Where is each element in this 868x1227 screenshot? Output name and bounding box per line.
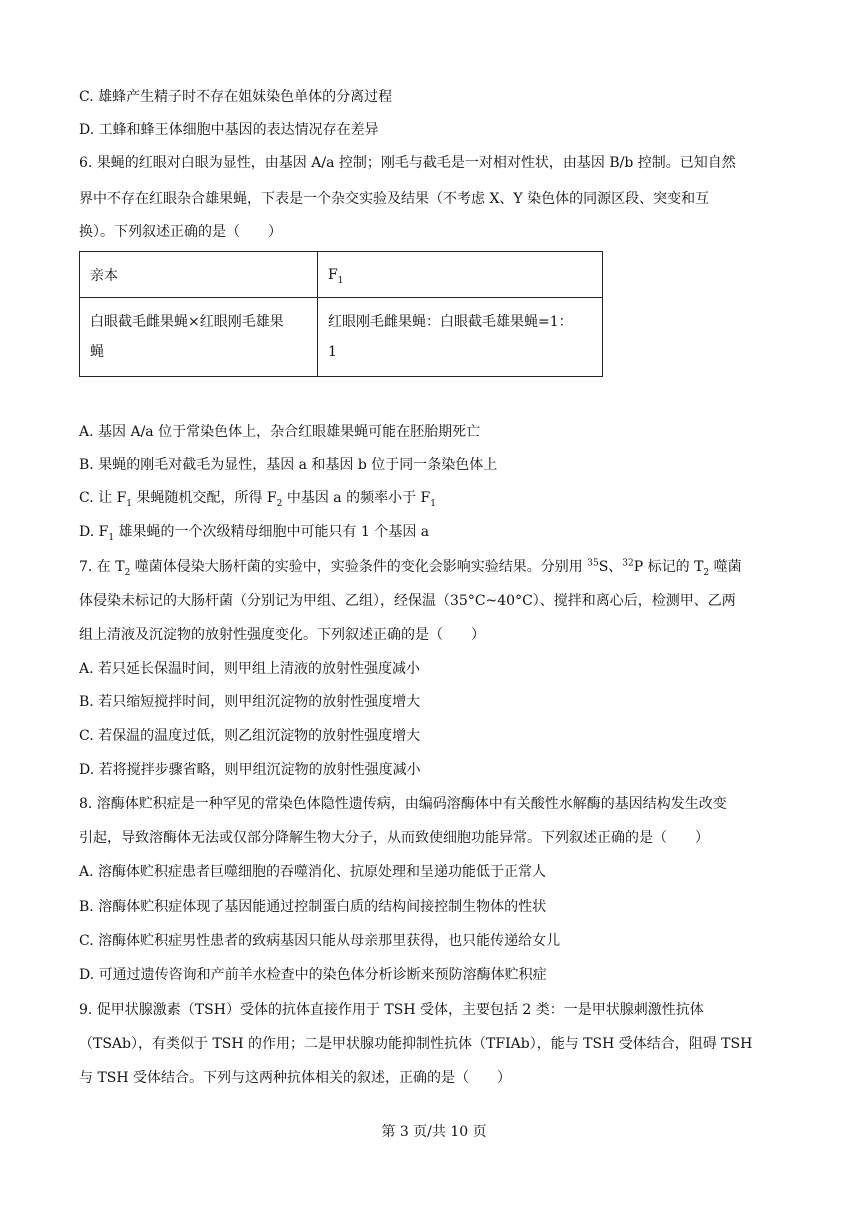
q7-option-c: C. 若保温的温度过低，则乙组沉淀物的放射性强度增大	[79, 728, 421, 744]
q6-option-d: D. $F_1$ 雄果蝇的一个次级精母细胞中可能只有 1 个基因 a	[79, 524, 430, 543]
q9-stem-line2: （TSAb），有类似于 TSH 的作用；二是甲状腺功能抑制性抗体（TFIAb），能与 TSH 受体结合，阻碍 TSH	[79, 1036, 753, 1052]
q6-stem-line2: 界中不存在红眼杂合雄果蝇，下表是一个杂交实验及结果（不考虑 X、Y 染色体的同源区段、突变和互	[79, 191, 710, 207]
q8-option-a: A. 溶酶体贮积症患者巨噬细胞的吞噬消化、抗原处理和呈递功能低于正常人	[79, 864, 547, 880]
table-cell-f1: 红眼刚毛雌果蝇：白眼截毛雄果蝇=1： 1	[318, 298, 603, 377]
q8-stem-line2: 引起，导致溶酶体无法或仅部分降解生物大分子，从而致使细胞功能异常。下列叙述正确的是（ ）	[79, 830, 709, 846]
q9-stem-line1: 9. 促甲状腺激素（TSH）受体的抗体直接作用于 TSH 受体，主要包括 2 类：一是甲状腺刺激性抗体	[79, 1002, 704, 1018]
option-d-prev: D. 工蜂和蜂王体细胞中基因的表达情况存在差异	[79, 122, 379, 138]
q8-option-d: D. 可通过遗传咨询和产前羊水检查中的染色体分析诊断来预防溶酶体贮积症	[79, 967, 547, 983]
q7-stem-line2: 体侵染未标记的大肠杆菌（分别记为甲组、乙组），经保温（35°C~40°C）、搅拌和离心后，检测甲、乙两	[79, 593, 736, 609]
table-cell-parents: 白眼截毛雌果蝇×红眼刚毛雄果 蝇	[80, 298, 318, 377]
q8-option-c: C. 溶酶体贮积症男性患者的致病基因只能从母亲那里获得，也只能传递给女儿	[79, 933, 561, 949]
page-footer: 第 3 页/共 10 页	[381, 1124, 487, 1140]
q7-stem-line1: 7. 在 $T_2$ 噬菌体侵染大肠杆菌的实验中，实验条件的变化会影响实验结果。分别用 $^{35}$S、$^{32}$P 标记的 $T_2$ 噬菌	[79, 558, 742, 578]
q8-option-b: B. 溶酶体贮积症体现了基因能通过控制蛋白质的结构间接控制生物体的性状	[79, 899, 547, 915]
q7-option-a: A. 若只延长保温时间，则甲组上清液的放射性强度减小	[79, 661, 421, 677]
option-c-prev: C. 雄蜂产生精子时不存在姐妹染色单体的分离过程	[79, 89, 393, 105]
q7-option-d: D. 若将搅拌步骤省略，则甲组沉淀物的放射性强度减小	[79, 762, 421, 778]
table-header-parents: 亲本	[80, 252, 318, 298]
q8-stem-line1: 8. 溶酶体贮积症是一种罕见的常染色体隐性遗传病，由编码溶酶体中有关酸性水解酶的基因结构发生改变	[79, 796, 727, 812]
q7-stem-line3: 组上清液及沉淀物的放射性强度变化。下列叙述正确的是（ ）	[79, 627, 485, 643]
q6-option-a: A. 基因 A/a 位于常染色体上，杂合红眼雄果蝇可能在胚胎期死亡	[79, 424, 481, 440]
q6-stem-line3: 换）。下列叙述正确的是（ ）	[79, 224, 282, 240]
table-header-f1: $F_1$	[318, 252, 603, 298]
q7-option-b: B. 若只缩短搅拌时间，则甲组沉淀物的放射性强度增大	[79, 694, 421, 710]
q6-stem-line1: 6. 果蝇的红眼对白眼为显性，由基因 A/a 控制；刚毛与截毛是一对相对性状，由基因 B/b 控制。已知自然	[79, 155, 736, 171]
q6-option-c: C. 让 $F_1$ 果蝇随机交配，所得 $F_2$ 中基因 a 的频率小于 $F_1$	[79, 490, 436, 509]
q6-option-b: B. 果蝇的刚毛对截毛为显性，基因 a 和基因 b 位于同一条染色体上	[79, 457, 498, 473]
q9-stem-line3: 与 TSH 受体结合。下列与这两种抗体相关的叙述，正确的是（ ）	[79, 1070, 512, 1086]
q6-cross-table	[79, 251, 603, 377]
